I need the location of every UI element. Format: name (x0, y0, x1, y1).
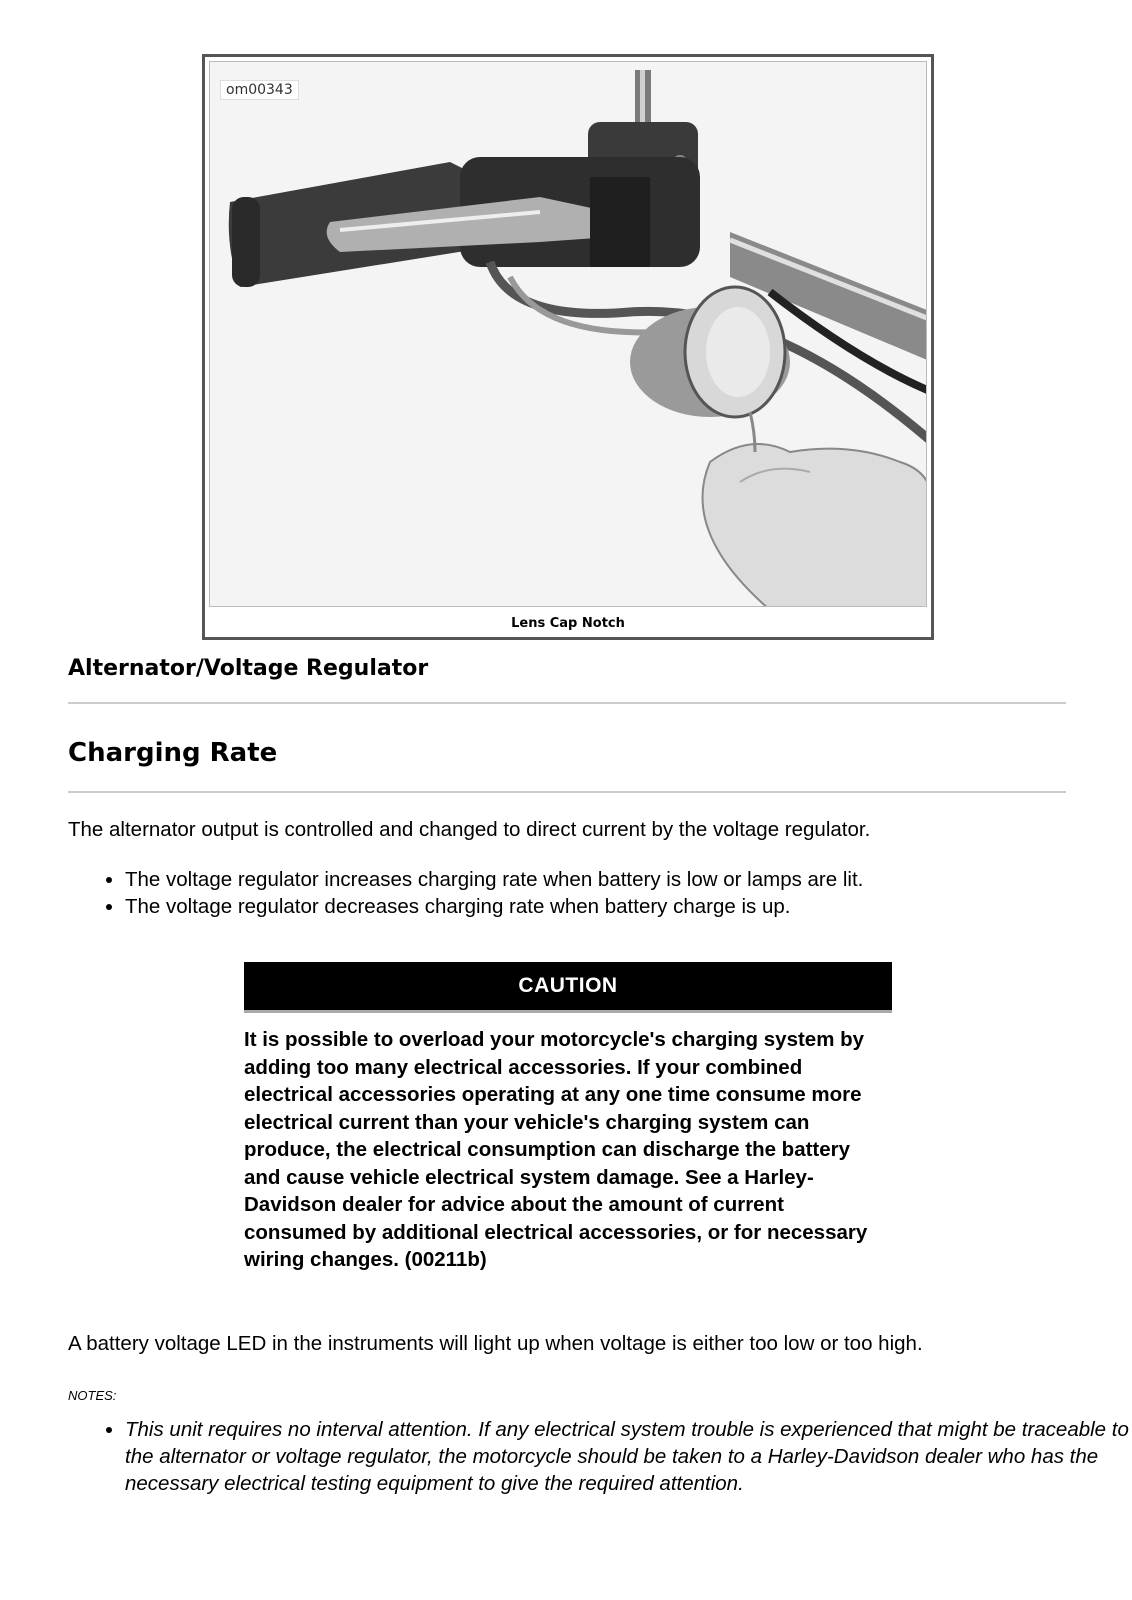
section-heading: Alternator/Voltage Regulator (68, 656, 429, 681)
divider (68, 702, 1066, 704)
figure-caption: Lens Cap Notch (511, 616, 625, 631)
page-title: Charging Rate (68, 738, 278, 768)
caution-banner: CAUTION (244, 962, 892, 1010)
list-item: • The voltage regulator decreases charging rate when battery charge is up. (125, 893, 863, 920)
figure (202, 54, 934, 640)
intro-paragraph: The alternator output is controlled and changed to direct current by the voltage regulator. (68, 818, 871, 841)
list-item: • The voltage regulator increases charging rate when battery is low or lamps are lit. (125, 866, 863, 893)
led-note-paragraph: A battery voltage LED in the instruments will light up when voltage is either too low or too high. (68, 1332, 923, 1355)
list-item: • This unit requires no interval attention. If any electrical system trouble is experienced that might be traceable to the alternator or voltage regulator, the motorcycle should be taken to a Harley-Davidson dealer who has the necessary electrical testing equipment to give the required attention. (125, 1416, 1132, 1497)
notes-list (68, 1416, 1132, 1497)
notes-label: NOTES: (68, 1388, 117, 1403)
bullet-list (68, 866, 863, 920)
caution-text: It is possible to overload your motorcycle's charging system by adding too many electrical accessories. If your combined electrical accessories operating at any one time consume more electrical current than your vehicle's charging system can produce, the electrical consumption can discharge the battery and cause vehicle electrical system damage. See a Harley-Davidson dealer for advice about the amount of current consumed by additional electrical accessories, or for necessary wiring changes. (00211b) (244, 1028, 868, 1271)
divider (68, 791, 1066, 793)
figure-id-label: om00343 (220, 80, 299, 100)
figure-image (209, 61, 927, 607)
handlebar-illustration (210, 62, 927, 607)
